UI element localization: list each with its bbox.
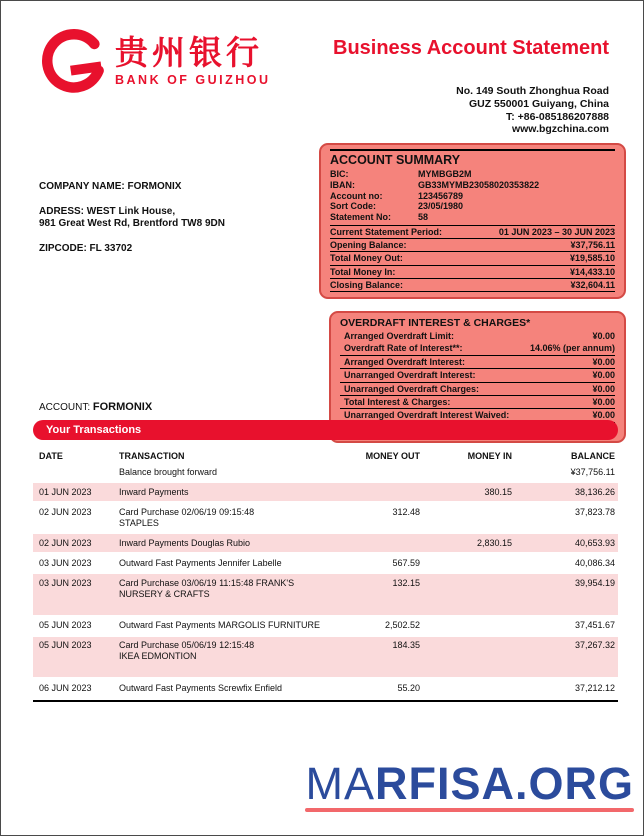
overdraft-row-value: ¥0.00 [592,397,615,408]
summary-total-label: Opening Balance: [330,240,407,251]
table-row [33,503,618,532]
summary-total-value: ¥37,756.11 [570,240,615,251]
tx-date: 02 JUN 2023 [39,506,92,517]
table-row [33,679,618,697]
tx-date: 03 JUN 2023 [39,557,92,568]
summary-total-value: ¥14,433.10 [569,266,615,277]
tx-money-out: 312.48 [392,506,420,517]
bank-address-line: No. 149 South Zhonghua Road [456,85,609,97]
summary-total-row [330,265,615,278]
summary-total-row [330,238,615,251]
tx-balance: 37,823.78 [574,506,615,517]
summary-total-value: ¥19,585.10 [569,253,615,264]
company-info-block [39,181,225,255]
summary-total-value: 01 JUN 2023 – 30 JUN 2023 [498,226,615,237]
tx-balance: 40,653.93 [574,537,615,548]
footer-brand [305,758,634,812]
overdraft-row [340,368,615,381]
summary-field-label: Statement No: [330,212,392,223]
summary-field-value: 58 [418,212,429,223]
tx-date: 05 JUN 2023 [39,620,92,630]
table-row [33,534,618,552]
tx-description [119,487,336,498]
tx-date: 05 JUN 2023 [39,640,92,650]
bank-logo [37,29,271,101]
transactions-header-bar: Your Transactions [33,420,618,440]
table-row [33,483,618,501]
overdraft-row-value: ¥0.00 [592,370,615,381]
column-header-money-out: MONEY OUT [365,451,420,461]
summary-field-label: Sort Code: [330,201,376,212]
summary-total-row [330,278,615,292]
overdraft-row-value: ¥0.00 [592,356,615,367]
summary-field-value: 23/05/1980 [418,201,464,212]
bank-website: www.bgzchina.com [511,123,609,136]
summary-total-label: Closing Balance: [330,279,404,290]
tx-description-line1: Inward Payments Douglas Rubio [119,537,251,548]
overdraft-row-value: ¥0.00 [592,331,615,341]
overdraft-row-label: Arranged Overdraft Interest: [344,356,466,367]
tx-description [119,620,336,631]
account-summary-box [319,143,626,299]
overdraft-row [340,382,615,395]
account-summary-title: ACCOUNT SUMMARY [330,149,615,167]
overdraft-row [340,342,615,354]
summary-total-row [330,251,615,264]
bank-of-guizhou-g-icon [37,29,107,101]
column-header-balance: BALANCE [571,451,615,461]
tx-date: 06 JUN 2023 [39,682,92,693]
tx-money-out: 2,502.52 [384,620,420,630]
tx-description [119,558,336,569]
overdraft-title: OVERDRAFT INTEREST & CHARGES* [340,317,531,329]
footer-brand-bold: RFISA.ORG [374,758,634,809]
table-row [33,554,618,572]
table-row [33,463,618,481]
tx-description-line1: Card Purchase 03/06/19 11:15:48 FRANK'S [119,577,295,588]
company-zipcode: ZIPCODE: FL 33702 [39,242,133,254]
overdraft-row-value: 14.06% (per annum) [529,343,615,354]
overdraft-row [340,355,615,368]
tx-money-out: 184.35 [392,640,420,650]
summary-field-label: Account no: [330,190,383,201]
summary-field-row [330,169,615,180]
bank-logo-text [115,29,271,87]
summary-field-value: GB33MYMB23058020353822 [418,179,540,190]
summary-total-value: ¥32,604.11 [570,279,615,290]
tx-description-line1: Inward Payments [119,486,189,497]
summary-field-row [330,212,615,223]
tx-balance: 39,954.19 [574,577,615,588]
tx-description-line2: IKEA EDMONTION [119,651,197,661]
tx-date: 01 JUN 2023 [39,486,92,497]
overdraft-row-label: Unarranged Overdraft Interest Waived: [344,410,510,421]
summary-field-label: IBAN: [330,179,355,190]
table-row [33,637,618,678]
bank-phone: T: +86-085186207888 [505,110,609,123]
tx-description-line1: Outward Fast Payments Screwfix Enfield [119,682,283,693]
tx-description-line1: Card Purchase 02/06/19 09:15:48 [119,506,255,517]
tx-description [119,578,336,600]
transactions-column-headers [33,449,618,463]
transactions-section [33,401,618,702]
tx-money-in: 380.15 [484,486,512,497]
overdraft-row-label: Arranged Overdraft Limit: [344,331,455,341]
overdraft-row-value: ¥0.00 [592,383,615,394]
tx-description-line2: NURSERY & CRAFTS [119,588,210,599]
summary-field-label: BIC: [330,169,349,179]
column-header-date: DATE [39,451,63,461]
summary-field-row [330,191,615,202]
overdraft-row-label: Unarranged Overdraft Charges: [344,383,480,394]
summary-field-row [330,180,615,191]
overdraft-row [340,330,615,342]
footer-brand-text [305,758,634,809]
account-line [33,401,618,413]
summary-total-label: Total Money Out: [330,253,403,264]
spacer [39,231,225,243]
overdraft-row-label: Total Interest & Charges: [344,397,451,408]
summary-field-value: 123456789 [418,190,464,201]
tx-description [119,538,336,549]
summary-total-row [330,225,615,238]
company-name: COMPANY NAME: FORMONIX [39,181,182,192]
tx-balance: 37,451.67 [574,620,615,630]
tx-description [119,640,336,662]
tx-money-out: 567.59 [392,557,420,568]
tx-money-in: 2,830.15 [476,537,512,548]
page-title: Business Account Statement [333,37,609,59]
table-end-divider [33,700,618,702]
bank-name-english: BANK OF GUIZHOU [115,73,271,87]
overdraft-row-value: ¥0.00 [592,410,615,421]
footer-brand-light: MA [305,758,375,809]
summary-total-label: Total Money In: [330,266,396,277]
tx-balance: 38,136.26 [574,486,615,497]
tx-balance: 37,267.32 [574,640,615,650]
spacer [39,194,225,206]
account-summary-fields [330,169,615,223]
company-address-line2: 981 Great West Rd, Brentford TW8 9DN [39,218,225,229]
transactions-body [33,463,618,697]
company-address-line1: ADRESS: WEST Link House, [39,205,176,217]
bank-address-line: GUZ 550001 Guiyang, China [468,97,609,110]
overdraft-row-label: Unarranged Overdraft Interest: [344,370,476,381]
account-name: FORMONIX [92,401,153,413]
tx-balance: ¥37,756.11 [570,466,615,477]
column-header-money-in: MONEY IN [467,451,512,461]
tx-description [119,467,336,478]
tx-balance: 40,086.34 [574,557,615,568]
tx-description-line1: Balance brought forward [119,466,218,477]
bank-name-chinese: 贵州银行 [115,34,263,71]
tx-balance: 37,212.12 [574,682,615,693]
overdraft-row-label: Overdraft Rate of Interest**: [344,343,463,354]
tx-money-out: 55.20 [397,682,420,693]
table-row [33,617,618,635]
tx-description-line1: Outward Fast Payments Jennifer Labelle [119,557,282,568]
summary-column [319,143,626,443]
column-header-transaction: TRANSACTION [119,451,185,461]
tx-date: 03 JUN 2023 [39,577,92,588]
table-row [33,574,618,615]
tx-description-line1: Card Purchase 05/06/19 12:15:48 [119,640,255,650]
summary-total-label: Current Statement Period: [330,226,443,237]
bank-address-block [456,85,609,136]
tx-date: 02 JUN 2023 [39,537,92,548]
tx-description-line2: STAPLES [119,517,159,528]
account-label: ACCOUNT: [39,402,91,413]
tx-description [119,683,336,694]
account-summary-totals [330,225,615,292]
tx-description [119,507,336,529]
tx-money-out: 132.15 [392,577,420,588]
summary-field-row [330,201,615,212]
summary-field-value: MYMBGB2M [418,169,472,179]
tx-description-line1: Outward Fast Payments MARGOLIS FURNITURE [119,620,321,630]
